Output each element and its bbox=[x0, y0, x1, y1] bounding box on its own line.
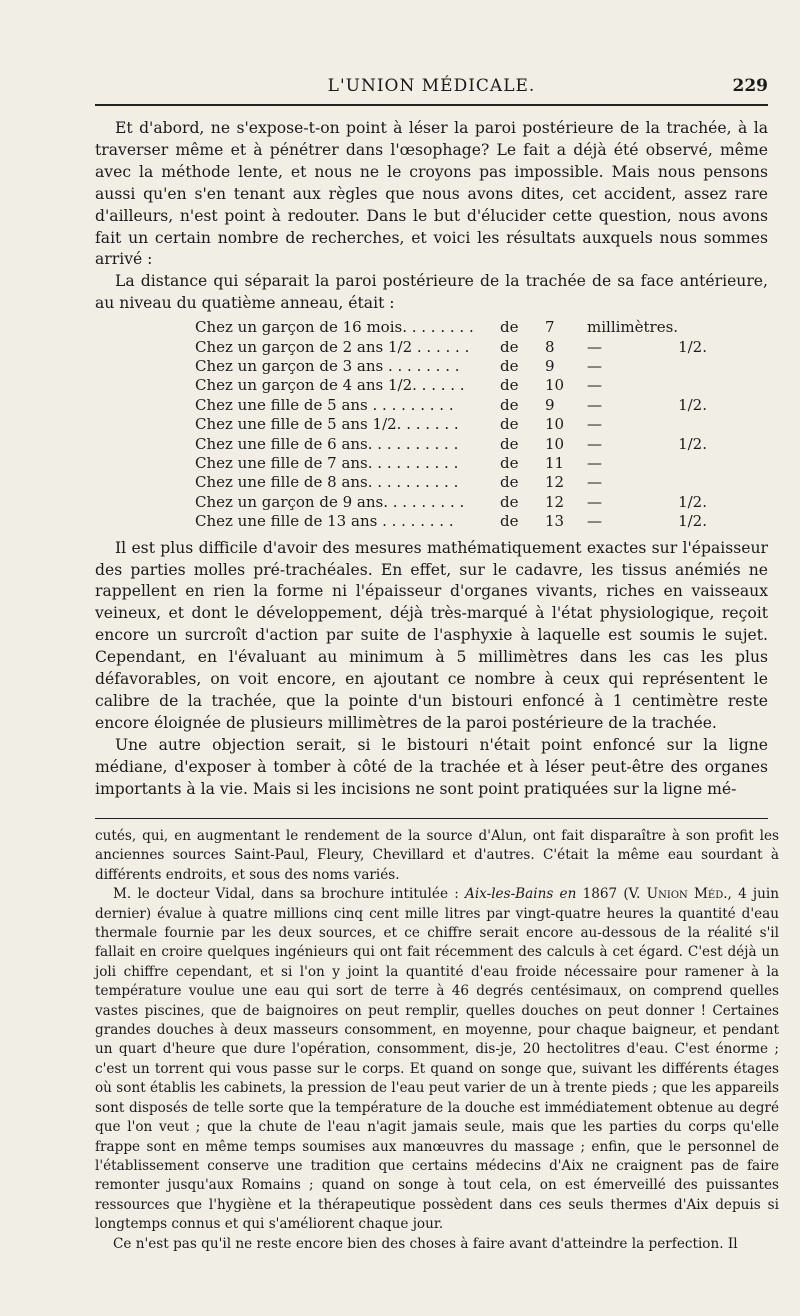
running-header bbox=[95, 74, 768, 102]
row-subject: Chez une fille de 5 ans 1/2. . . . . . . bbox=[195, 415, 459, 434]
main-text bbox=[95, 118, 768, 801]
table-row bbox=[195, 454, 738, 473]
row-value: 10 bbox=[545, 434, 565, 453]
table-row bbox=[195, 493, 738, 512]
row-de: de bbox=[500, 376, 519, 395]
row-value: 9 bbox=[545, 395, 555, 414]
row-value: 13 bbox=[545, 512, 565, 531]
row-de: de bbox=[500, 395, 519, 414]
table-row bbox=[195, 415, 738, 434]
row-unit: — bbox=[587, 492, 602, 511]
row-half: 1/2. bbox=[678, 434, 707, 453]
row-subject: Chez un garçon de 4 ans 1/2. . . . . . bbox=[195, 376, 465, 395]
row-unit: — bbox=[587, 512, 602, 531]
row-value: 10 bbox=[545, 376, 565, 395]
table-row bbox=[195, 357, 738, 376]
table-row bbox=[195, 338, 738, 357]
row-subject: Chez une fille de 13 ans . . . . . . . . bbox=[195, 512, 454, 531]
row-de: de bbox=[500, 473, 519, 492]
table-row bbox=[195, 435, 738, 454]
table-row bbox=[195, 512, 738, 531]
table-row bbox=[195, 376, 738, 395]
footnote bbox=[95, 827, 779, 1254]
paragraph-4: Une autre objection serait, si le bistouri n'était point enfoncé sur la ligne médiane, d'exposer à tomber à côté de la trachée et à léser peut-être des organes importants à la vie. Mais si les incisions ne sont point pratiquées sur la ligne mé- bbox=[95, 735, 768, 798]
row-unit: — bbox=[587, 473, 602, 492]
paragraph-1: Et d'abord, ne s'expose-t-on point à léser la paroi postérieure de la trachée, à la traverser même et à pénétrer dans l'œsophage? Le fait a déjà été observé, même avec la méthode lente, et nous ne le croyons pas impossible. Mais nous pensons aussi qu'en s'en tenant aux règles que nous avons dites, cet accident, assez rare d'ailleurs, n'est point à redouter. Dans le but d'élucider cette question, nous avons fait un certain nombre de recherches, et voici les résultats auxquels nous sommes arrivé : bbox=[95, 119, 768, 269]
journal-title: L'UNION MÉDICALE. bbox=[327, 76, 536, 96]
row-de: de bbox=[500, 415, 519, 434]
row-half bbox=[678, 376, 738, 395]
row-de: de bbox=[500, 356, 519, 375]
row-unit: — bbox=[587, 395, 602, 414]
row-unit: — bbox=[587, 454, 602, 472]
row-half bbox=[678, 318, 738, 337]
row-half: 1/2. bbox=[678, 395, 707, 414]
row-subject: Chez un garçon de 16 mois. . . . . . . . bbox=[195, 318, 474, 337]
row-unit: — bbox=[587, 434, 602, 453]
row-de: de bbox=[500, 492, 519, 511]
footnote-paragraph-3: Ce n'est pas qu'il ne reste encore bien des choses à faire avant d'atteindre la perfection. Il bbox=[113, 1235, 738, 1252]
row-value: 9 bbox=[545, 356, 555, 375]
row-half: 1/2. bbox=[678, 337, 707, 356]
header-rule bbox=[95, 104, 768, 106]
row-value: 12 bbox=[545, 473, 565, 492]
row-unit: — bbox=[587, 415, 602, 434]
row-unit: — bbox=[587, 376, 602, 395]
row-subject: Chez une fille de 8 ans. . . . . . . . . . bbox=[195, 473, 459, 492]
row-unit: — bbox=[587, 356, 602, 375]
footnote-paragraph-1: cutés, qui, en augmentant le rendement de la source d'Alun, ont fait disparaître à son profit les anciennes sources Saint-Paul, Fleury, Chevillard et d'autres. C'était la même eau sourdant à différents endroits, et sous des noms variés. bbox=[95, 828, 779, 883]
footnote-p2-body: , 4 juin dernier) évalue à quatre millions cinq cent mille litres par vingt-quatre heures la quantité d'eau thermale fournie par les deux sources, et ce chiffre serait encore au-dessous de la réalité s'il fallait en croire quelques ingénieurs qui ont fait récemment des calculs à cet égard. C'est déjà un joli chiffre cependant, et si l'on y joint la quantité d'eau froide nécessaire pour ramener à la température voulue une eau qui sort de terre à 46 degrés centésimaux, on comprend quelles vastes piscines, que de baignoires on peut remplir, quelles douches on peut donner ! Certaines grandes douches à deux masseurs consomment, en moyenne, pour chaque baigneur, et pendant un quart d'heure que dure l'opération, consomment, dis-je, 20 hectolitres d'eau. C'est énorme ; c'est un torrent qui vous passe sur le corps. Et quand on songe que, suivant les différents étages où sont établis les cabinets, la pression de l'eau peut varier de un à trente pieds ; que les appareils sont disposés de telle sorte que la température de la douche est immédiatement obtenue au degré que l'on veut ; que la chute de l'eau n'agit jamais seule, mais que les parties du corps qu'elle frappe sont en même temps soumises aux manœuvres du massage ; enfin, que le personnel de l'établissement conserve une tradition que certains médecins d'Aix ne craignent pas de faire remonter jusqu'aux Romains ; quand on songe à tout cela, on est émerveillé des puissantes ressources que l'hygiène et la thérapeutique possèdent dans ces seuls thermes d'Aix depuis si longtemps connus et qui s'améliorent chaque jour. bbox=[95, 886, 780, 1233]
row-value: 8 bbox=[545, 337, 555, 356]
row-value: 7 bbox=[545, 318, 555, 337]
row-half bbox=[678, 415, 738, 434]
brochure-title: Aix-les-Bains en bbox=[465, 886, 577, 903]
footnote-p2-year: 1867 (V. bbox=[582, 886, 641, 903]
page-number: 229 bbox=[732, 76, 768, 96]
row-half: 1/2. bbox=[678, 512, 707, 531]
paragraph-2: La distance qui séparait la paroi postérieure de la trachée de sa face antérieure, au niveau du quatième anneau, était : bbox=[95, 272, 768, 313]
row-de: de bbox=[500, 318, 519, 337]
paragraph-3: Il est plus difficile d'avoir des mesures mathématiquement exactes sur l'épaisseur des parties molles pré-trachéales. En effet, sur le cadavre, les tissus anémiés ne rappellent en rien la forme ni l'épaisseur d'organes vivants, riches en vaisseaux veineux, et dont le développement, déjà très-marqué à l'état physiologique, reçoit encore un surcroît d'action par suite de l'asphyxie à laquelle est soumis le sujet. Cependant, en l'évaluant au minimum à 5 millimètres dans les cas les plus défavorables, on voit encore, en ajoutant ce nombre à ceux qui représentent le calibre de la trachée, que la pointe d'un bistouri enfoncé à 1 centimètre reste encore éloignée de plusieurs millimètres de la paroi postérieure de la trachée. bbox=[95, 538, 768, 732]
row-de: de bbox=[500, 337, 519, 356]
row-unit: millimètres. bbox=[587, 318, 679, 337]
row-subject: Chez un garçon de 3 ans . . . . . . . . bbox=[195, 356, 460, 375]
row-value: 10 bbox=[545, 415, 565, 434]
row-value: 11 bbox=[545, 454, 565, 472]
row-subject: Chez une fille de 7 ans. . . . . . . . . . bbox=[195, 454, 459, 472]
row-subject: Chez une fille de 5 ans . . . . . . . . . bbox=[195, 395, 454, 414]
row-half bbox=[678, 357, 738, 376]
footnote-p2-intro: M. le docteur Vidal, dans sa brochure intitulée : bbox=[113, 886, 459, 903]
footnote-rule bbox=[95, 818, 768, 819]
row-subject: Chez une fille de 6 ans. . . . . . . . . . bbox=[195, 434, 459, 453]
row-subject: Chez un garçon de 2 ans 1/2 . . . . . . bbox=[195, 337, 470, 356]
measurement-table bbox=[195, 318, 738, 531]
row-de: de bbox=[500, 434, 519, 453]
row-value: 12 bbox=[545, 492, 565, 511]
journal-reference: Union Méd. bbox=[646, 886, 728, 903]
row-half bbox=[678, 473, 738, 492]
row-unit: — bbox=[587, 337, 602, 356]
row-half: 1/2. bbox=[678, 492, 707, 511]
table-row bbox=[195, 473, 738, 492]
row-subject: Chez un garçon de 9 ans. . . . . . . . . bbox=[195, 492, 465, 511]
table-row bbox=[195, 396, 738, 415]
row-de: de bbox=[500, 454, 519, 472]
footnote-paragraph-2 bbox=[95, 885, 779, 1234]
row-half bbox=[678, 454, 738, 473]
table-row bbox=[195, 318, 738, 337]
row-de: de bbox=[500, 512, 519, 531]
